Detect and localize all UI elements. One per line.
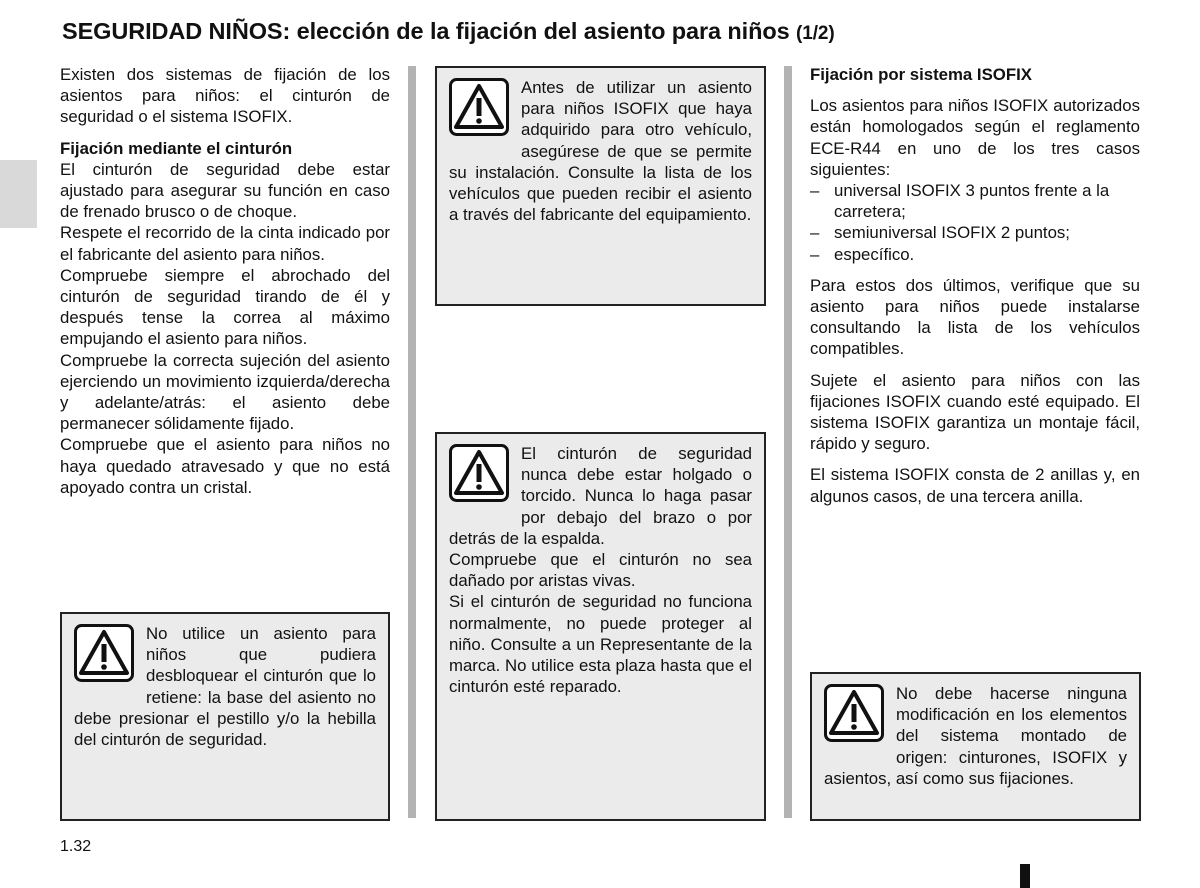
page-title-part: (1/2) xyxy=(796,23,835,44)
page-title xyxy=(62,18,1182,45)
belt-paragraph-1: El cinturón de seguridad debe estar ajustado para asegurar su función en caso de frenado brusco o de choque. xyxy=(60,159,390,222)
warning-triangle-icon xyxy=(824,684,884,747)
belt-heading: Fijación mediante el cinturón xyxy=(60,138,293,158)
warning-triangle-icon xyxy=(449,444,509,507)
isofix-paragraph-1: Los asientos para niños ISOFIX autorizados están homologados según el reglamento ECE-R44 en uno de los tres casos siguientes: xyxy=(810,96,1140,179)
column-3 xyxy=(810,64,1140,507)
warning-box-belt-release xyxy=(60,612,390,821)
belt-paragraph-5: Compruebe que el asiento para niños no haya quedado atravesado y que no está apoyado contra un cristal. xyxy=(60,435,390,497)
list-marker: – xyxy=(810,223,820,243)
warning-triangle-icon xyxy=(74,624,134,687)
list-marker: – xyxy=(810,244,820,264)
column-separator-left xyxy=(408,66,416,818)
warning-text-belt-routing-2: Compruebe que el cinturón no sea dañado por aristas vivas. xyxy=(449,550,752,591)
warning-text-isofix-compat: Antes de utilizar un asiento para niños ISOFIX que haya adquirido para otro vehículo, asegúrese de que se permite su instalación. Consulte la lista de los vehículos que pueden recibir el asiento a través del fabricante del equipamiento. xyxy=(449,78,752,225)
page-corner-mark xyxy=(1020,864,1030,888)
belt-paragraph-2: Respete el recorrido de la cinta indicado por el fabricante del asiento para niños. xyxy=(60,223,390,264)
isofix-paragraph-3: Sujete el asiento para niños con las fijaciones ISOFIX cuando esté equipado. El sistema ISOFIX garantiza un montaje fácil, rápido y seguro. xyxy=(810,370,1140,454)
column-separator-right xyxy=(784,66,792,818)
chapter-tab-marker xyxy=(0,160,37,228)
list-item-text: semiuniversal ISOFIX 2 puntos; xyxy=(834,223,1070,243)
isofix-heading: Fijación por sistema ISOFIX xyxy=(810,65,1032,84)
warning-text-belt-routing-1: El cinturón de seguridad nunca debe estar holgado o torcido. Nunca lo haga pasar por debajo del brazo o por detrás de la espalda. xyxy=(449,444,752,548)
page-title-main: SEGURIDAD NIÑOS: elección de la fijación del asiento para niños xyxy=(62,18,790,44)
warning-box-belt-routing xyxy=(435,432,766,821)
list-item xyxy=(810,180,1140,222)
list-item-text: universal ISOFIX 3 puntos frente a la carretera; xyxy=(834,181,1110,222)
isofix-paragraph-2: Para estos dos últimos, verifique que su asiento para niños puede instalarse consultando la lista de los vehículos compatibles. xyxy=(810,275,1140,359)
warning-text-no-modification: No debe hacerse ninguna modificación en los elementos del sistema montado de origen: cinturones, ISOFIX y asientos, así como sus fijaciones. xyxy=(824,684,1127,788)
warning-box-isofix-compat xyxy=(435,66,766,306)
warning-text-belt-routing-3: Si el cinturón de seguridad no funciona normalmente, no puede proteger al niño. Consulte a un Representante de la marca. No utilice esta plaza hasta que el cinturón esté reparado. xyxy=(449,592,752,697)
list-item-text: específico. xyxy=(834,244,915,264)
belt-paragraph-4: Compruebe la correcta sujeción del asiento ejerciendo un movimiento izquierda/derecha y adelante/atrás: el asiento debe permanecer sólidamente fijado. xyxy=(60,350,390,434)
list-item xyxy=(810,222,1140,243)
page-number: 1.32 xyxy=(60,838,92,855)
belt-paragraph-3: Compruebe siempre el abrochado del cinturón de seguridad tirando de él y después tense la correa al máximo empujando el asiento para niños. xyxy=(60,265,390,349)
list-item xyxy=(810,244,1140,265)
column-1 xyxy=(60,64,390,498)
intro-paragraph: Existen dos sistemas de fijación de los asientos para niños: el cinturón de seguridad o el sistema ISOFIX. xyxy=(60,65,390,127)
warning-triangle-icon xyxy=(449,78,509,141)
list-marker: – xyxy=(810,181,820,201)
isofix-paragraph-4: El sistema ISOFIX consta de 2 anillas y, en algunos casos, de una tercera anilla. xyxy=(810,465,1140,506)
warning-box-no-modification xyxy=(810,672,1141,821)
warning-text-belt-release: No utilice un asiento para niños que pudiera desbloquear el cinturón que lo retiene: la base del asiento no debe presionar el pestillo y/o la hebilla del cinturón de seguridad. xyxy=(74,624,376,750)
